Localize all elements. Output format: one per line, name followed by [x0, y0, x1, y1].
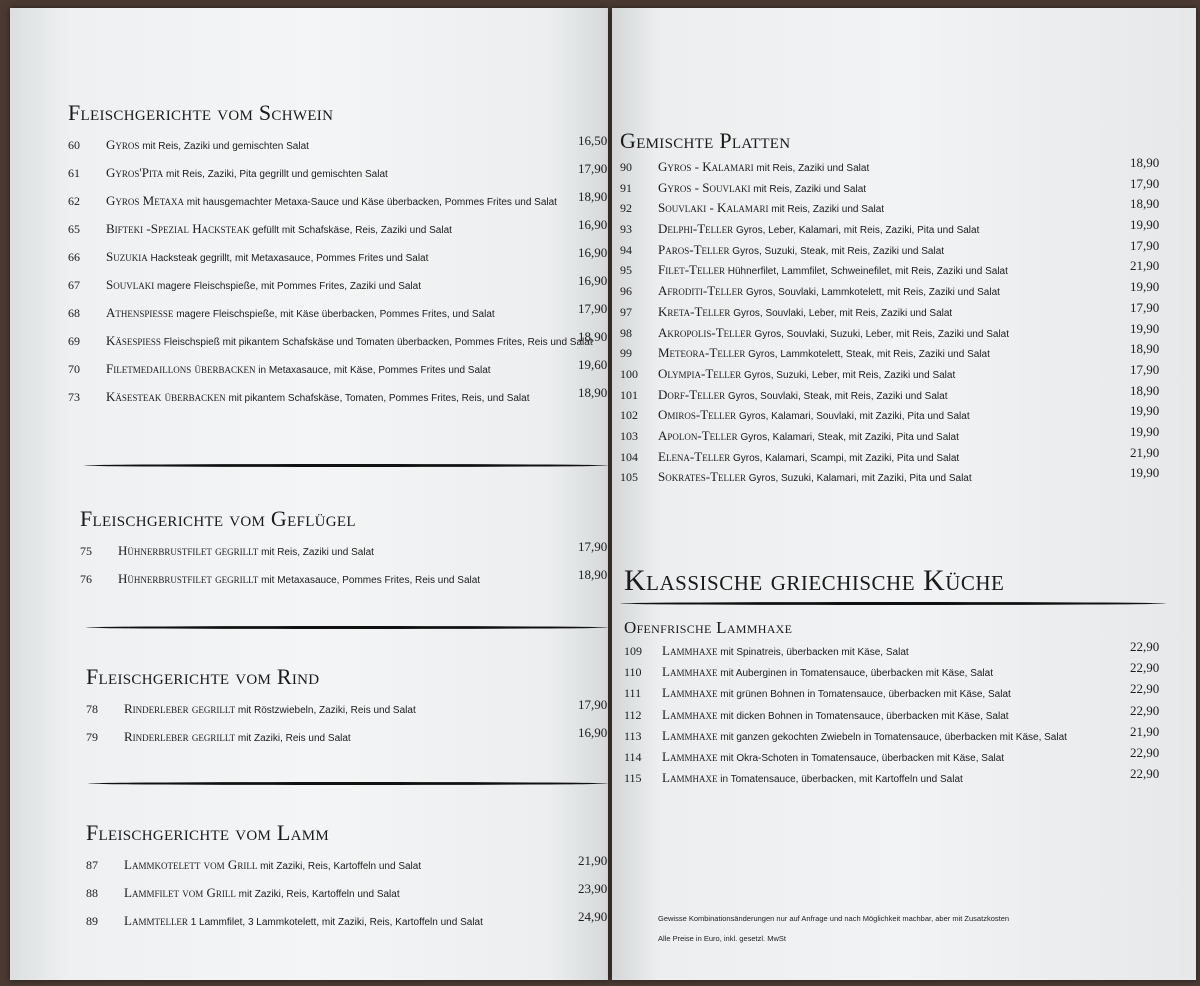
- item-description: mit Auberginen in Tomatensauce, überbacken mit Käse, Salat: [720, 668, 993, 680]
- item-name: Gyros Metaxa: [106, 193, 184, 208]
- item-number: 111: [624, 686, 642, 701]
- menu-item: [68, 329, 608, 362]
- item-name: Delphi-Teller: [658, 221, 734, 237]
- item-text: [658, 388, 947, 404]
- menu-item: [620, 258, 1196, 284]
- section-title: Fleischgerichte vom Rind: [86, 664, 320, 689]
- item-price: 18,90: [578, 329, 608, 344]
- item-number: 79: [86, 730, 98, 744]
- item-description: mit Reis, Zaziki und Salat: [771, 204, 885, 216]
- item-number: 91: [620, 180, 632, 195]
- divider: [620, 602, 1166, 605]
- item-name: Souvlaki: [106, 277, 155, 292]
- menu-item: [624, 744, 1196, 771]
- item-description: mit Zaziki, Reis, Kartoffeln und Salat: [238, 889, 400, 900]
- item-text: [106, 138, 309, 154]
- item-number: 93: [620, 222, 632, 237]
- item-name: Olympia-Teller: [658, 365, 742, 381]
- item-price: 19,90: [1130, 403, 1160, 419]
- item-description: magere Fleischspieße, mit Käse überbacken, Pommes Frites, und Salat: [176, 309, 495, 320]
- item-text: [106, 222, 452, 238]
- item-price: 19,90: [1130, 320, 1160, 336]
- item-name: Filet-Teller: [658, 262, 725, 278]
- item-price: 17,90: [578, 697, 608, 712]
- item-name: Meteora-Teller: [658, 345, 746, 361]
- item-description: Gyros, Suzuki, Leber, mit Reis, Zaziki und Salat: [744, 369, 956, 381]
- item-description: Fleischspieß mit pikantem Schafskäse und Tomaten überbacken, Pommes Frites, Reis und Salat: [163, 337, 593, 348]
- item-name: Afroditi-Teller: [658, 283, 744, 299]
- item-text: [658, 408, 970, 424]
- menu-item: [624, 702, 1196, 729]
- item-name: Lammhaxe: [662, 770, 718, 786]
- item-price: 19,90: [1130, 279, 1160, 295]
- menu-item: [620, 444, 1196, 471]
- item-price: 17,90: [1130, 299, 1160, 315]
- menu-item-list: [620, 155, 1196, 491]
- item-name: Elena-Teller: [658, 448, 731, 464]
- item-text: [118, 544, 374, 560]
- item-number: 89: [86, 914, 98, 928]
- item-price: 18,90: [1130, 155, 1160, 170]
- item-description: Gyros, Kalamari, Souvlaki, mit Zaziki, Pita und Salat: [738, 411, 970, 423]
- item-description: Gyros, Suzuki, Steak, mit Reis, Zaziki und Salat: [732, 245, 945, 257]
- item-text: [658, 367, 955, 383]
- item-description: in Tomatensauce, überbacken, mit Kartoffeln und Salat: [720, 774, 963, 786]
- item-text: [106, 194, 557, 210]
- item-name: Lammhaxe: [662, 706, 718, 722]
- item-number: 88: [86, 886, 98, 900]
- item-number: 105: [620, 470, 638, 485]
- item-description: mit Reis, Zaziki und Salat: [756, 163, 870, 174]
- item-number: 65: [68, 222, 80, 236]
- item-number: 95: [620, 263, 632, 278]
- item-description: Gyros, Leber, Kalamari, mit Reis, Zaziki, Pita und Salat: [735, 225, 980, 237]
- menu-item: [624, 681, 1196, 707]
- item-name: Hühnerbrustfilet gegrillt: [118, 543, 259, 558]
- item-number: 69: [68, 334, 80, 348]
- menu-item: [68, 217, 608, 250]
- item-price: 17,90: [1130, 175, 1160, 191]
- item-name: Käsesteak überbacken: [106, 389, 226, 404]
- menu-item: [620, 299, 1196, 326]
- item-number: 67: [68, 278, 80, 292]
- menu-item: [620, 217, 1196, 243]
- item-text: [658, 222, 979, 238]
- item-description: Gyros, Lammkotelett, Steak, mit Reis, Zaziki und Salat: [748, 349, 990, 361]
- item-name: Gyros: [106, 137, 140, 152]
- item-number: 113: [624, 728, 642, 743]
- section-rind: [86, 664, 608, 758]
- item-price: 19,90: [1130, 465, 1160, 481]
- item-description: Gyros, Souvlaki, Leber, mit Reis, Zaziki und Salat: [733, 307, 953, 319]
- section-title: Klassische griechische Küche: [624, 564, 1005, 597]
- divider: [86, 626, 608, 629]
- item-text: [124, 914, 483, 930]
- item-description: in Metaxasauce, mit Käse, Pommes Frites und Salat: [258, 365, 491, 376]
- menu-page-right: [612, 8, 1196, 980]
- item-text: [658, 470, 972, 486]
- item-price: 22,90: [1130, 702, 1160, 718]
- item-description: Gyros, Kalamari, Scampi, mit Zaziki, Pita und Salat: [732, 452, 960, 464]
- item-name: Lammhaxe: [662, 727, 718, 743]
- item-name: Paros-Teller: [658, 241, 730, 257]
- item-price: 22,90: [1130, 681, 1160, 697]
- item-text: [658, 429, 959, 445]
- item-description: mit Zaziki, Reis, Kartoffeln und Salat: [260, 861, 422, 872]
- section-gefluegel: [80, 506, 608, 600]
- item-price: 17,90: [578, 161, 608, 176]
- menu-item: [80, 567, 608, 600]
- item-description: Gyros, Suzuki, Kalamari, mit Zaziki, Pita und Salat: [748, 473, 972, 485]
- menu-item: [620, 341, 1196, 367]
- item-price: 21,90: [1130, 723, 1160, 739]
- item-name: Sokrates-Teller: [658, 469, 746, 485]
- item-text: [658, 181, 866, 197]
- item-name: Dorf-Teller: [658, 386, 726, 402]
- item-price: 19,90: [1130, 217, 1160, 233]
- item-number: 115: [624, 771, 642, 786]
- section-lamm: [86, 820, 608, 942]
- item-text: [662, 750, 1004, 766]
- item-name: Hühnerbrustfilet gegrillt: [118, 571, 259, 586]
- item-description: mit Metaxasauce, Pommes Frites, Reis und Salat: [261, 575, 481, 586]
- item-price: 19,60: [578, 357, 608, 372]
- item-price: 18,90: [1130, 196, 1160, 212]
- item-description: Gyros, Souvlaki, Lammkotelett, mit Reis, Zaziki und Salat: [745, 287, 1000, 299]
- item-description: mit dicken Bohnen in Tomatensauce, überbacken mit Käse, Salat: [720, 710, 1009, 722]
- item-price: 17,90: [1130, 361, 1160, 377]
- item-price: 19,90: [1130, 423, 1160, 439]
- item-description: mit pikantem Schafskäse, Tomaten, Pommes Frites, Reis, und Salat: [228, 393, 530, 404]
- menu-item: [624, 660, 1196, 686]
- item-description: Gyros, Souvlaki, Steak, mit Reis, Zaziki und Salat: [727, 390, 948, 402]
- item-price: 16,90: [578, 245, 608, 260]
- item-price: 22,90: [1130, 639, 1160, 654]
- item-price: 17,90: [578, 301, 608, 316]
- item-price: 21,90: [578, 853, 608, 868]
- item-price: 21,90: [1130, 258, 1160, 274]
- item-price: 17,90: [578, 539, 608, 554]
- item-name: Lammhaxe: [662, 664, 718, 680]
- section-title: Fleischgerichte vom Geflügel: [80, 506, 356, 531]
- menu-page-left: [10, 8, 608, 980]
- item-number: 102: [620, 408, 638, 423]
- menu-item: [620, 465, 1196, 491]
- item-number: 92: [620, 201, 632, 216]
- menu-item: [620, 382, 1196, 409]
- item-name: Lammkotelett vom Grill: [124, 857, 258, 872]
- item-description: mit Reis, Zaziki und Salat: [261, 547, 374, 558]
- menu-item: [86, 881, 608, 914]
- section-subtitle: Ofenfrische Lammhaxe: [624, 618, 793, 637]
- menu-item: [620, 320, 1196, 347]
- menu-item: [620, 196, 1196, 222]
- footnote-preise: Alle Preise in Euro, inkl. gesetzl. MwSt: [658, 934, 786, 943]
- item-price: 16,90: [578, 725, 608, 740]
- item-description: magere Fleischspieße, mit Pommes Frites, Zaziki und Salat: [157, 281, 421, 292]
- item-number: 60: [68, 138, 80, 152]
- footnote-kombinationen: Gewisse Kombinationsänderungen nur auf Anfrage und nach Möglichkeit machbar, aber mit Zusatzkosten: [658, 914, 1010, 923]
- item-text: [106, 278, 421, 294]
- menu-item: [620, 237, 1196, 264]
- item-price: 17,90: [1130, 237, 1160, 253]
- menu-item-list: [86, 697, 608, 758]
- item-number: 100: [620, 366, 638, 381]
- menu-item: [624, 723, 1196, 750]
- menu-item: [68, 245, 608, 278]
- item-number: 96: [620, 284, 632, 299]
- item-number: 75: [80, 544, 92, 558]
- item-price: 18,90: [578, 385, 608, 400]
- item-name: Souvlaki - Kalamari: [658, 200, 769, 216]
- item-name: Omiros-Teller: [658, 407, 737, 423]
- item-description: Hühnerfilet, Lammfilet, Schweinefilet, mit Reis, Zaziki und Salat: [727, 266, 1008, 278]
- item-description: mit Reis, Zaziki und Salat: [753, 183, 867, 195]
- section-gemischte-platten: [620, 128, 1196, 491]
- item-name: Suzukia: [106, 249, 148, 264]
- item-name: Filetmedaillons überbacken: [106, 361, 256, 376]
- item-price: 16,90: [578, 273, 608, 288]
- item-price: 24,90: [578, 909, 608, 924]
- menu-item: [68, 189, 608, 222]
- menu-item-list: [68, 133, 608, 418]
- item-number: 90: [620, 160, 632, 174]
- menu-item: [620, 155, 1196, 181]
- item-number: 97: [620, 304, 632, 319]
- item-text: [658, 326, 1009, 342]
- item-description: mit Okra-Schoten in Tomatensauce, überbacken mit Käse, Salat: [720, 752, 1005, 764]
- menu-item: [86, 725, 608, 758]
- section-klassisch: [624, 564, 1196, 792]
- item-text: [662, 644, 909, 660]
- item-number: 110: [624, 665, 642, 680]
- item-number: 101: [620, 387, 638, 402]
- menu-item: [68, 133, 608, 166]
- item-price: 22,90: [1130, 744, 1160, 760]
- item-text: [662, 665, 993, 681]
- item-price: 16,50: [578, 133, 608, 148]
- item-name: Lammteller: [124, 913, 188, 928]
- item-number: 99: [620, 346, 632, 361]
- item-text: [106, 250, 428, 266]
- menu-item: [620, 423, 1196, 450]
- item-text: [106, 362, 491, 378]
- item-text: [658, 263, 1008, 279]
- menu-item: [86, 909, 608, 942]
- item-text: [662, 771, 963, 787]
- section-title: Fleischgerichte vom Schwein: [68, 100, 334, 125]
- item-name: Lammhaxe: [662, 643, 718, 658]
- item-number: 98: [620, 325, 632, 340]
- item-number: 66: [68, 250, 80, 264]
- item-number: 76: [80, 572, 92, 586]
- item-description: Hacksteak gegrillt, mit Metaxasauce, Pommes Frites und Salat: [150, 253, 429, 264]
- item-number: 104: [620, 449, 638, 464]
- item-description: mit Reis, Zaziki und gemischten Salat: [142, 141, 309, 152]
- item-number: 94: [620, 242, 632, 257]
- item-price: 23,90: [578, 881, 608, 896]
- item-number: 61: [68, 166, 80, 180]
- item-price: 18,90: [578, 189, 608, 204]
- item-price: 18,90: [578, 567, 608, 582]
- item-number: 114: [624, 749, 642, 764]
- item-name: Apolon-Teller: [658, 427, 738, 443]
- item-name: Kreta-Teller: [658, 303, 731, 319]
- item-text: [124, 886, 400, 902]
- item-text: [106, 334, 593, 350]
- item-text: [662, 686, 1011, 702]
- item-text: [658, 346, 990, 362]
- item-text: [658, 201, 884, 217]
- menu-item: [620, 361, 1196, 388]
- item-text: [658, 305, 952, 321]
- item-name: Akropolis-Teller: [658, 324, 752, 340]
- menu-item: [620, 279, 1196, 305]
- item-description: mit Röstzwiebeln, Zaziki, Reis und Salat: [237, 705, 416, 716]
- menu-item: [624, 639, 1196, 665]
- item-description: Gyros, Kalamari, Steak, mit Zaziki, Pita und Salat: [740, 431, 959, 443]
- menu-item-list: [624, 639, 1196, 792]
- item-name: Athenspiesse: [106, 305, 174, 320]
- item-name: Lammfilet vom Grill: [124, 885, 236, 900]
- item-text: [662, 708, 1009, 724]
- menu-item: [68, 301, 608, 334]
- divider: [84, 464, 608, 467]
- item-price: 22,90: [1130, 660, 1160, 676]
- item-name: Rinderleber gegrillt: [124, 701, 236, 716]
- item-name: Lammhaxe: [662, 748, 718, 764]
- divider: [88, 782, 608, 785]
- item-name: Lammhaxe: [662, 685, 718, 701]
- item-price: 21,90: [1130, 444, 1160, 460]
- section-title: Gemischte Platten: [620, 128, 791, 153]
- section-title: Fleischgerichte vom Lamm: [86, 820, 330, 845]
- menu-item: [86, 697, 608, 730]
- item-number: 68: [68, 306, 80, 320]
- section-schwein: [68, 100, 608, 418]
- item-price: 22,90: [1130, 766, 1160, 782]
- item-name: Gyros - Souvlaki: [658, 179, 751, 195]
- item-text: [106, 166, 388, 182]
- item-text: [658, 450, 959, 466]
- item-text: [106, 390, 530, 406]
- menu-item-list: [80, 539, 608, 600]
- menu-item: [68, 273, 608, 306]
- item-price: 18,90: [1130, 341, 1160, 357]
- menu-item: [624, 766, 1196, 792]
- item-number: 87: [86, 858, 98, 872]
- item-text: [106, 306, 495, 322]
- menu-item: [86, 853, 608, 886]
- menu-item: [68, 161, 608, 194]
- menu-item: [68, 385, 608, 418]
- menu-item: [620, 175, 1196, 202]
- item-description: mit grünen Bohnen in Tomatensauce, überbacken mit Käse, Salat: [720, 689, 1011, 701]
- item-description: Gyros, Souvlaki, Suzuki, Leber, mit Reis, Zaziki und Salat: [754, 328, 1010, 340]
- item-text: [124, 858, 421, 874]
- item-number: 78: [86, 702, 98, 716]
- item-text: [124, 702, 416, 718]
- item-description: gefüllt mit Schafskäse, Reis, Zaziki und Salat: [252, 225, 452, 236]
- item-name: Gyros'Pita: [106, 165, 164, 180]
- item-price: 18,90: [1130, 382, 1160, 398]
- menu-item: [620, 403, 1196, 429]
- menu-item: [68, 357, 608, 390]
- item-text: [118, 572, 480, 588]
- item-number: 109: [624, 644, 642, 658]
- menu-item-list: [86, 853, 608, 942]
- item-name: Käsespiess: [106, 333, 161, 348]
- item-text: [662, 729, 1067, 745]
- item-description: 1 Lammfilet, 3 Lammkotelett, mit Zaziki, Reis, Kartoffeln und Salat: [190, 917, 483, 928]
- item-number: 70: [68, 362, 80, 376]
- item-price: 16,90: [578, 217, 608, 232]
- item-description: mit ganzen gekochten Zwiebeln in Tomatensauce, überbacken mit Käse, Salat: [720, 731, 1067, 743]
- item-description: mit Spinatreis, überbacken mit Käse, Salat: [720, 647, 909, 658]
- item-text: [658, 284, 1000, 300]
- item-number: 73: [68, 390, 80, 404]
- item-description: mit Reis, Zaziki, Pita gegrillt und gemischten Salat: [166, 169, 388, 180]
- item-name: Gyros - Kalamari: [658, 159, 754, 174]
- item-name: Bifteki -Spezial Hacksteak: [106, 221, 250, 236]
- item-number: 112: [624, 707, 642, 722]
- item-name: Rinderleber gegrillt: [124, 729, 236, 744]
- item-text: [658, 160, 869, 176]
- item-number: 62: [68, 194, 80, 208]
- item-number: 103: [620, 428, 638, 443]
- item-text: [124, 730, 351, 746]
- item-description: mit Zaziki, Reis und Salat: [237, 733, 351, 744]
- item-text: [658, 243, 944, 259]
- menu-item: [80, 539, 608, 572]
- item-description: mit hausgemachter Metaxa-Sauce und Käse überbacken, Pommes Frites und Salat: [186, 197, 557, 208]
